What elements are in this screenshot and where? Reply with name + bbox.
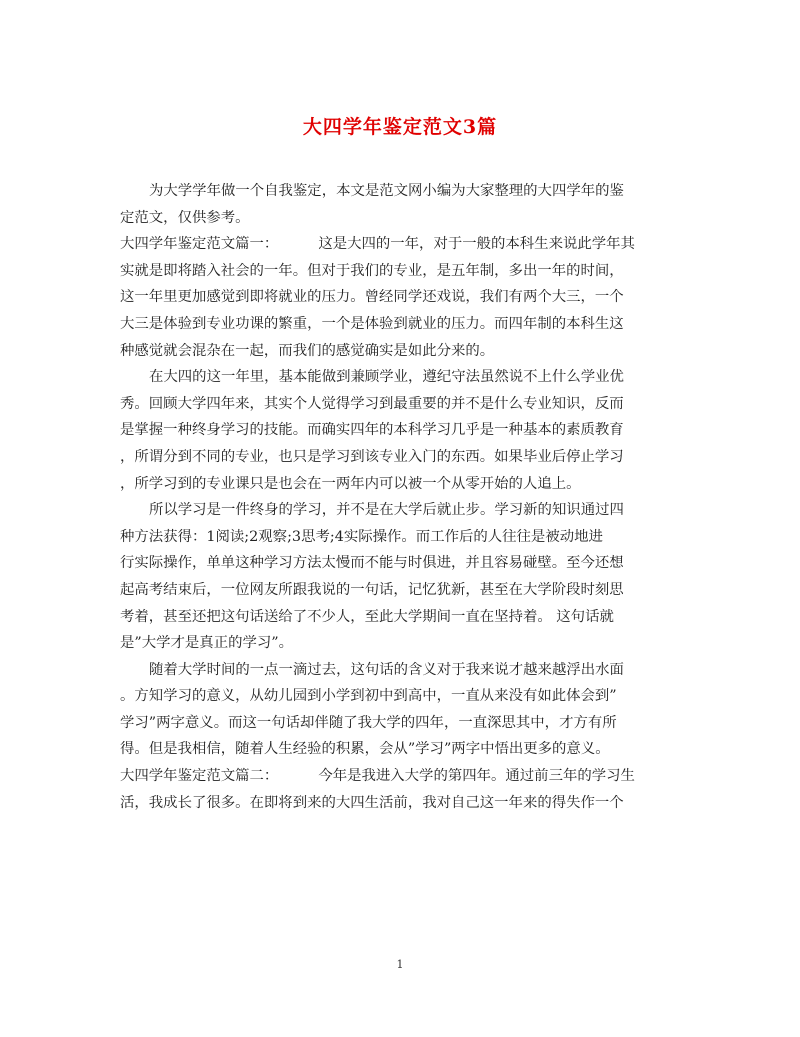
paragraph-line: 起高考结束后，一位网友所跟我说的一句话，记忆犹新，甚至在大学阶段时刻思 (120, 581, 624, 598)
section-first-line (120, 231, 682, 258)
intro-line: 为大学学年做一个自我鉴定，本文是范文网小编为大家整理的大四学年的鉴 (149, 183, 624, 199)
paragraph-line: 行实际操作，单单这种学习方法太慢而不能与时俱进，并且容易碰壁。至今还想 (120, 555, 624, 572)
paragraph-line: ，所谓分到不同的专业，也只是学习到该专业入门的东西。如果毕业后停止学习 (120, 448, 624, 465)
paragraph-line: 得。但是我相信，随着人生经验的积累，会从”学习”两字中悟出更多的意义。 (120, 741, 610, 758)
section-line: 种感觉就会混杂在一起，而我们的感觉确实是如此分来的。 (120, 342, 495, 359)
intro-line: 定范文，仅供参考。 (120, 209, 250, 226)
page-number: 1 (396, 958, 404, 971)
paragraph-line: 学习”两字意义。而这一句话却伴随了我大学的四年，一直深思其中，才方有所 (120, 714, 617, 731)
paragraph-line: ，所学习到的专业课只是也会在一两年内可以被一个从零开始的人追上。 (120, 475, 581, 492)
section-heading: 大四学年鉴定范文篇二： (120, 768, 279, 785)
section-line: 大三是体验到专业功课的繁重，一个是体验到就业的压力。而四年制的本科生这 (120, 315, 624, 332)
paragraph-line: 在大四的这一年里，基本能做到兼顾学业，遵纪守法虽然说不上什么学业优 (149, 369, 624, 386)
section-first-line-text: 这是大四的一年，对于一般的本科生来说此学年其 (318, 236, 635, 253)
paragraph-line: 随着大学时间的一点一滴过去，这句话的含义对于我来说才越来越浮出水面 (149, 661, 624, 678)
paragraph-line: 秀。回顾大学四年来，其实个人觉得学习到最重要的并不是什么专业知识，反而 (120, 395, 624, 412)
section-first-line (120, 763, 682, 790)
paragraph-line: 所以学习是一件终身的学习，并不是在大学后就止步。学习新的知识通过四 (149, 502, 624, 519)
section-first-line-text: 今年是我进入大学的第四年。通过前三年的学习生 (318, 768, 635, 785)
section-line: 活，我成长了很多。在即将到来的大四生活前，我对自己这一年来的得失作一个 (120, 794, 624, 811)
paragraph-line: 考着，甚至还把这句话送给了不少人，至此大学期间一直在坚持着。 这句话就 (120, 608, 614, 625)
section-line: 这一年里更加感觉到即将就业的压力。曾经同学还戏说，我们有两个大三，一个 (120, 289, 624, 306)
document-title: 大四学年鉴定范文3篇 (302, 116, 498, 138)
paragraph-line: 是”大学才是真正的学习”。 (120, 635, 294, 652)
section-line: 实就是即将踏入社会的一年。但对于我们的专业，是五年制，多出一年的时间， (120, 262, 624, 279)
section-heading: 大四学年鉴定范文篇一： (120, 236, 279, 253)
paragraph-line: 是掌握一种终身学习的技能。而确实四年的本科学习几乎是一种基本的素质教育 (120, 422, 624, 439)
document-body (120, 178, 682, 816)
paragraph-line: 。方知学习的意义，从幼儿园到小学到初中到高中，一直从来没有如此体会到” (120, 688, 617, 705)
paragraph-line: 种方法获得：1阅读;2观察;3思考;4实际操作。而工作后的人往往是被动地进 (120, 528, 603, 545)
